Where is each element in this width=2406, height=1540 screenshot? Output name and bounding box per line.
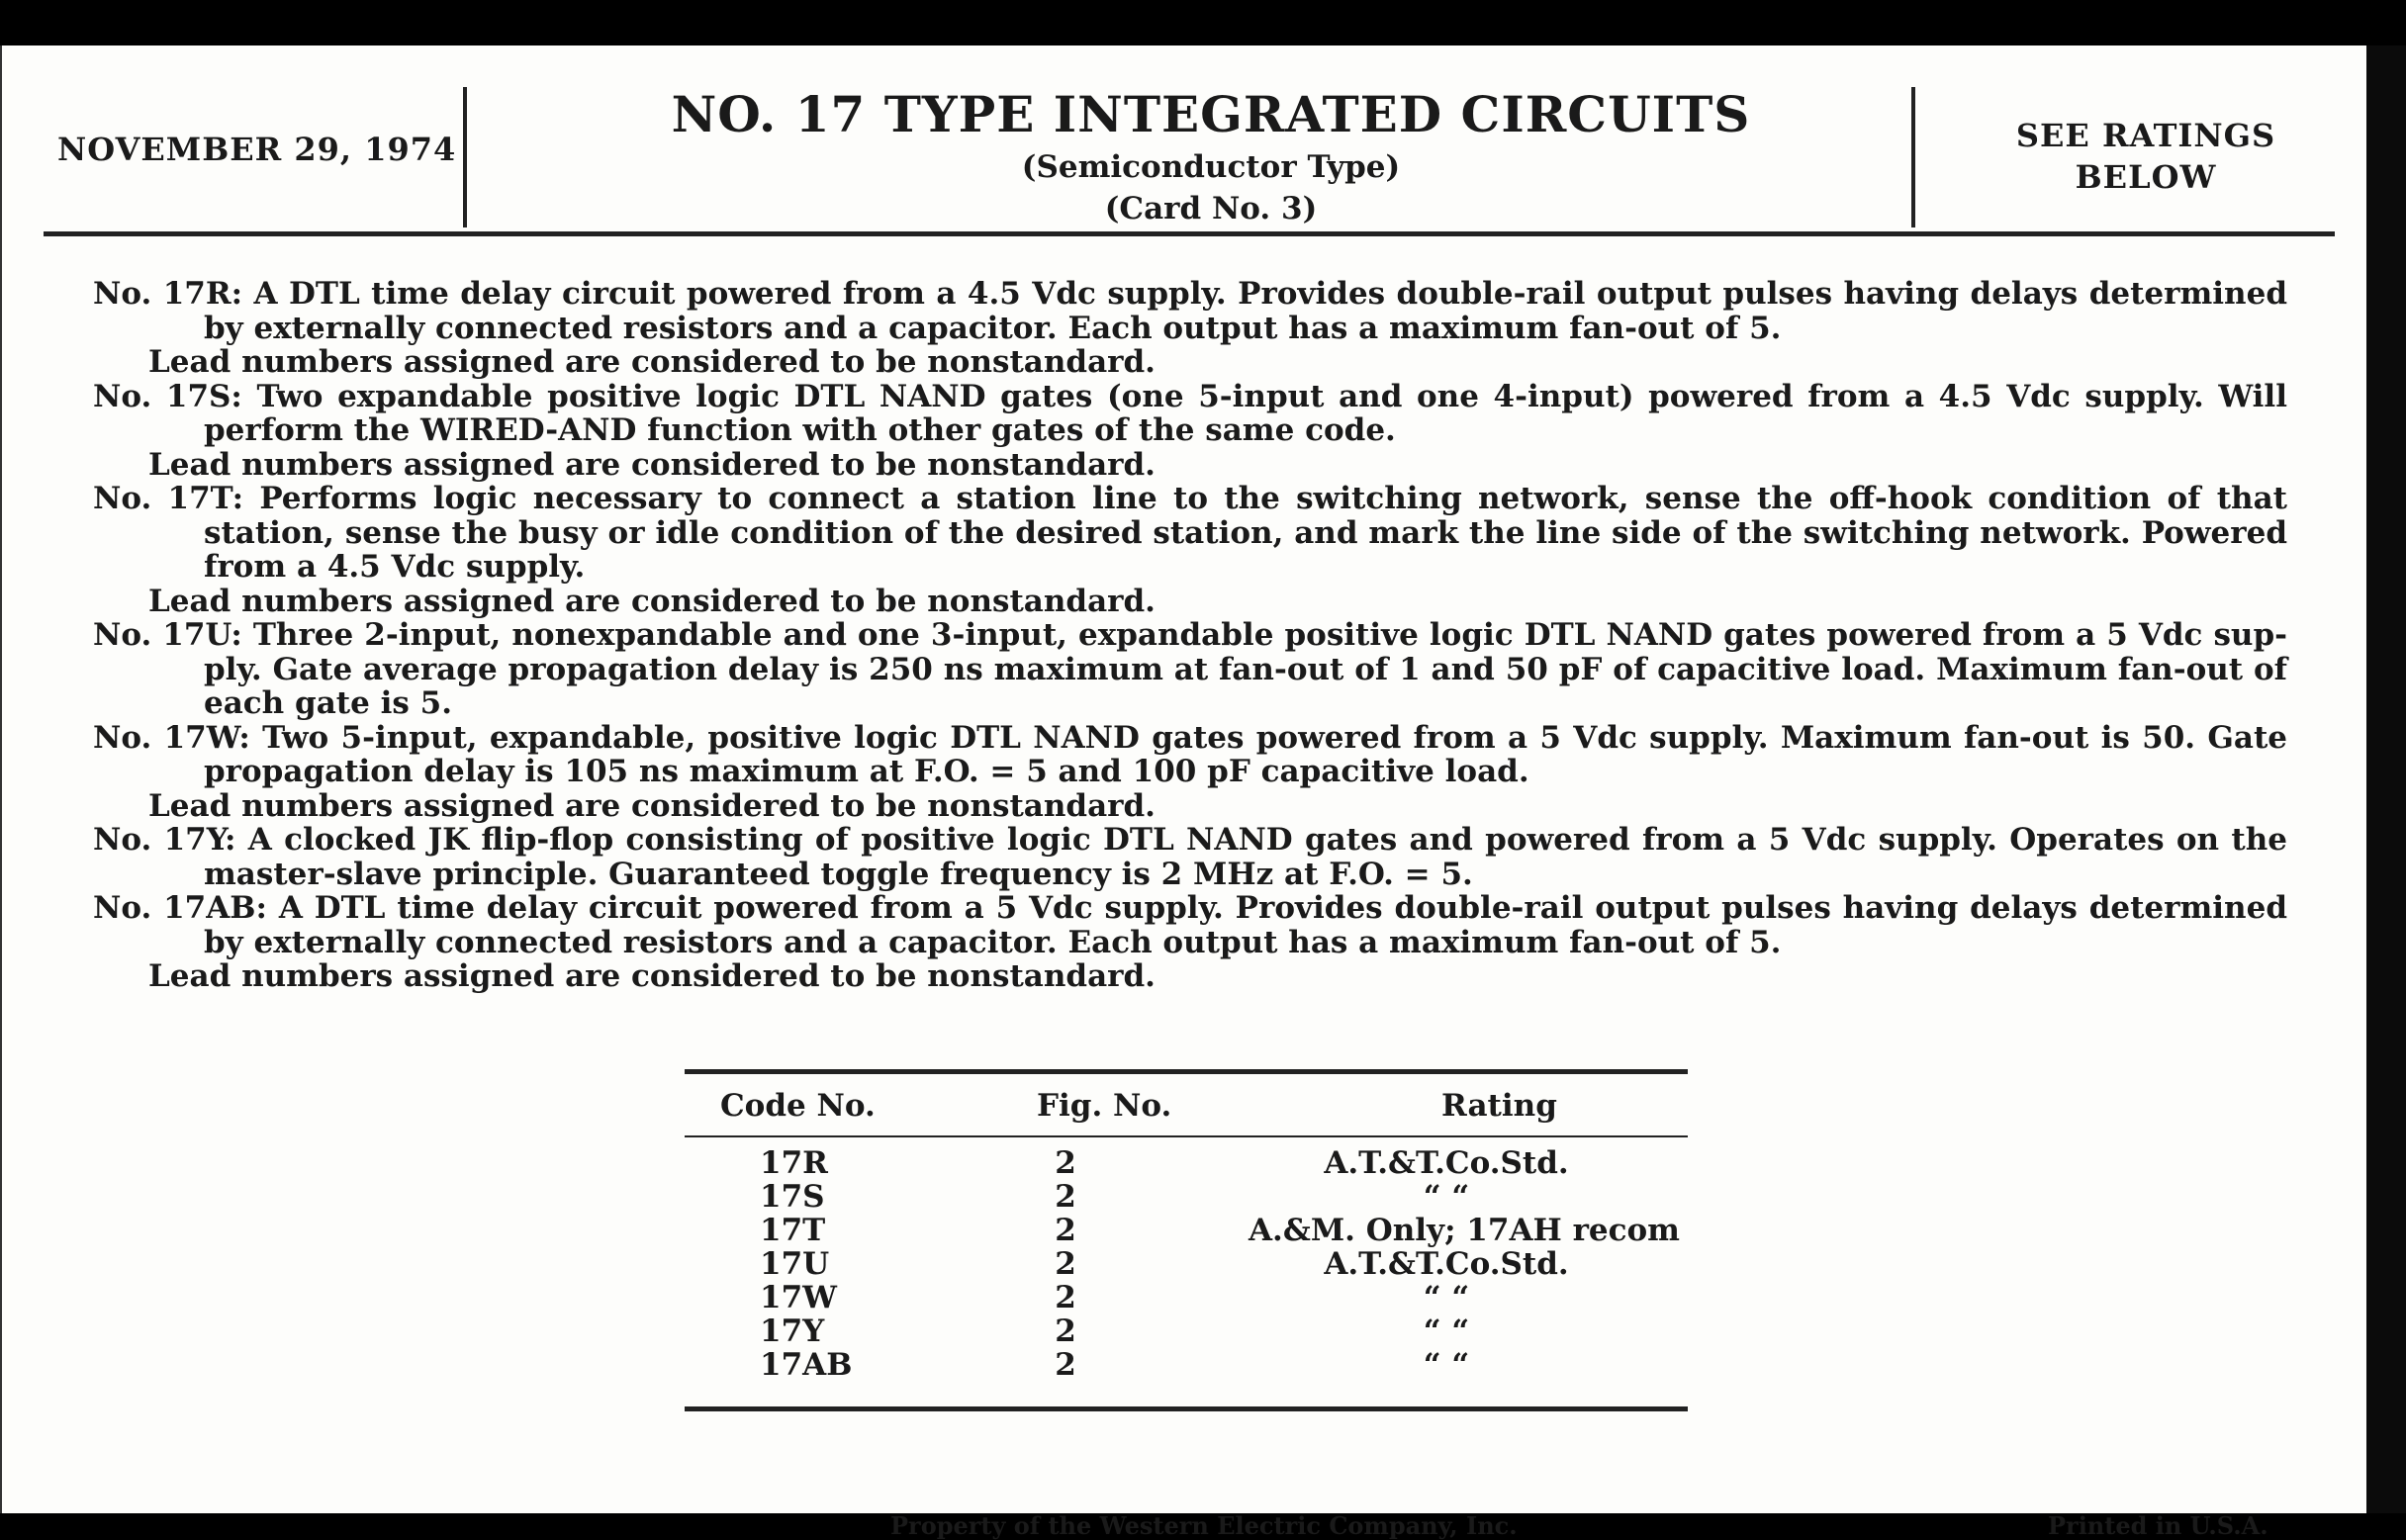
cell-rating: “ “ bbox=[1423, 1314, 1470, 1349]
entry-17u bbox=[93, 618, 2287, 721]
header-rule bbox=[44, 231, 2335, 236]
table-row bbox=[685, 1179, 1688, 1213]
cell-code: 17W bbox=[760, 1280, 837, 1315]
entry-text: Two 5-input, expandable, positive logic DTL NAND gates powered from a 5 Vdc supply. Maximum fan-out is 50. Gate propagation delay is 105 ns maximum at F.O. = 5 and 100 pF capacitive load. bbox=[204, 719, 2287, 789]
cell-code: 17Y bbox=[760, 1314, 825, 1349]
entry-code: No. 17Y: bbox=[93, 822, 236, 858]
cell-code: 17U bbox=[760, 1246, 830, 1282]
table-header bbox=[685, 1074, 1688, 1135]
scan-edge bbox=[2366, 45, 2406, 1513]
title-block bbox=[469, 83, 1953, 229]
entry-note: Lead numbers assigned are considered to be nonstandard. bbox=[148, 446, 1156, 483]
entry-code: No. 17R: bbox=[93, 276, 243, 312]
cell-rating: A.T.&T.Co.Std. bbox=[1324, 1145, 1569, 1181]
table-row bbox=[685, 1213, 1688, 1246]
entry-code: No. 17AB: bbox=[93, 890, 267, 926]
table-body bbox=[685, 1137, 1688, 1406]
entry-code: No. 17S: bbox=[93, 378, 242, 414]
cell-code: 17AB bbox=[760, 1347, 853, 1383]
entry-text: A DTL time delay circuit powered from a 5 Vdc supply. Provides double-rail output pulses having delays determined by externally connected resistors and a capacitor. Each output has a maximum fan-out of 5. bbox=[204, 890, 2287, 960]
entry-note: Lead numbers assigned are considered to be nonstandard. bbox=[148, 583, 1156, 619]
header-divider-right bbox=[1911, 87, 1915, 227]
table-row bbox=[685, 1347, 1688, 1381]
entry-note: Lead numbers assigned are considered to be nonstandard. bbox=[148, 344, 1156, 380]
issue-date: NOVEMBER 29, 1974 bbox=[57, 131, 457, 168]
catalog-card bbox=[0, 45, 2368, 1540]
header-divider-left bbox=[463, 87, 467, 227]
entries-list bbox=[93, 277, 2287, 994]
entry-code: No. 17U: bbox=[93, 617, 242, 653]
entry-17ab bbox=[93, 891, 2287, 994]
cell-code: 17S bbox=[760, 1179, 825, 1215]
entry-text: A DTL time delay circuit powered from a 4.5 Vdc supply. Provides double-rail output pulses having delays determined by externally connected resistors and a capacitor. Each output has a maximum fan-out of 5. bbox=[204, 276, 2287, 346]
entry-note: Lead numbers assigned are considered to be nonstandard. bbox=[148, 958, 1156, 994]
entry-code: No. 17W: bbox=[93, 719, 250, 756]
ratings-note bbox=[1953, 115, 2339, 198]
cell-fig: 2 bbox=[1055, 1213, 1076, 1248]
cell-rating: “ “ bbox=[1423, 1179, 1470, 1215]
cell-rating: A.&M. Only; 17AH recom bbox=[1249, 1213, 1680, 1248]
cell-fig: 2 bbox=[1055, 1145, 1076, 1181]
entry-17r bbox=[93, 277, 2287, 380]
entry-17t bbox=[93, 482, 2287, 618]
table-bottom-rule bbox=[685, 1406, 1688, 1411]
table-row bbox=[685, 1246, 1688, 1280]
table-row bbox=[685, 1314, 1688, 1347]
cell-rating: A.T.&T.Co.Std. bbox=[1324, 1246, 1569, 1282]
cell-code: 17R bbox=[760, 1145, 828, 1181]
header-rating: Rating bbox=[1441, 1088, 1557, 1124]
entry-note: Lead numbers assigned are considered to be nonstandard. bbox=[148, 787, 1156, 824]
ratings-note-line2: BELOW bbox=[2075, 158, 2217, 196]
header-code: Code No. bbox=[720, 1088, 876, 1124]
entry-text: Three 2-input, nonexpandable and one 3-input, expandable positive logic DTL NAND gates powered from a 5 Vdc sup-ply. Gate average propagation delay is 250 ns maximum at fan-out of 1 and 50 pF of capacitive load. Maximum fan-out of each gate is 5. bbox=[204, 617, 2287, 721]
cell-fig: 2 bbox=[1055, 1246, 1076, 1282]
cell-rating: “ “ bbox=[1423, 1280, 1470, 1315]
cell-fig: 2 bbox=[1055, 1179, 1076, 1215]
card-title: NO. 17 TYPE INTEGRATED CIRCUITS bbox=[671, 85, 1751, 143]
header-fig: Fig. No. bbox=[1037, 1088, 1172, 1124]
cell-fig: 2 bbox=[1055, 1314, 1076, 1349]
entry-text: Two expandable positive logic DTL NAND gates (one 5-input and one 4-input) powered from a 4.5 Vdc supply. Will perform the WIRED-AND function with other gates of the same code. bbox=[204, 378, 2287, 448]
cell-fig: 2 bbox=[1055, 1280, 1076, 1315]
ratings-table bbox=[685, 1069, 1688, 1411]
entry-17w bbox=[93, 721, 2287, 824]
ratings-note-line1: SEE RATINGS bbox=[2015, 117, 2276, 154]
table-row bbox=[685, 1145, 1688, 1179]
cell-code: 17T bbox=[760, 1213, 826, 1248]
entry-17y bbox=[93, 823, 2287, 891]
card-header bbox=[44, 83, 2335, 229]
property-notice: Property of the Western Electric Company, Inc. bbox=[890, 1511, 1518, 1540]
entry-17s bbox=[93, 380, 2287, 483]
card-number: (Card No. 3) bbox=[1104, 191, 1318, 226]
cell-fig: 2 bbox=[1055, 1347, 1076, 1383]
card-subtitle: (Semiconductor Type) bbox=[1021, 149, 1401, 185]
table-row bbox=[685, 1280, 1688, 1314]
cell-rating: “ “ bbox=[1423, 1347, 1470, 1383]
entry-text: A clocked JK flip-flop consisting of positive logic DTL NAND gates and powered from a 5 Vdc supply. Operates on the master-slave principle. Guaranteed toggle frequency is 2 MHz at F.O. = 5. bbox=[204, 822, 2287, 892]
entry-code: No. 17T: bbox=[93, 481, 244, 516]
entry-text: Performs logic necessary to connect a station line to the switching network, sense the off-hook condition of that station, sense the busy or idle condition of the desired station, and mark the line side of the switching network. Powered from a 4.5 Vdc supply. bbox=[204, 481, 2287, 585]
printed-notice: Printed in U.S.A. bbox=[2048, 1511, 2268, 1540]
